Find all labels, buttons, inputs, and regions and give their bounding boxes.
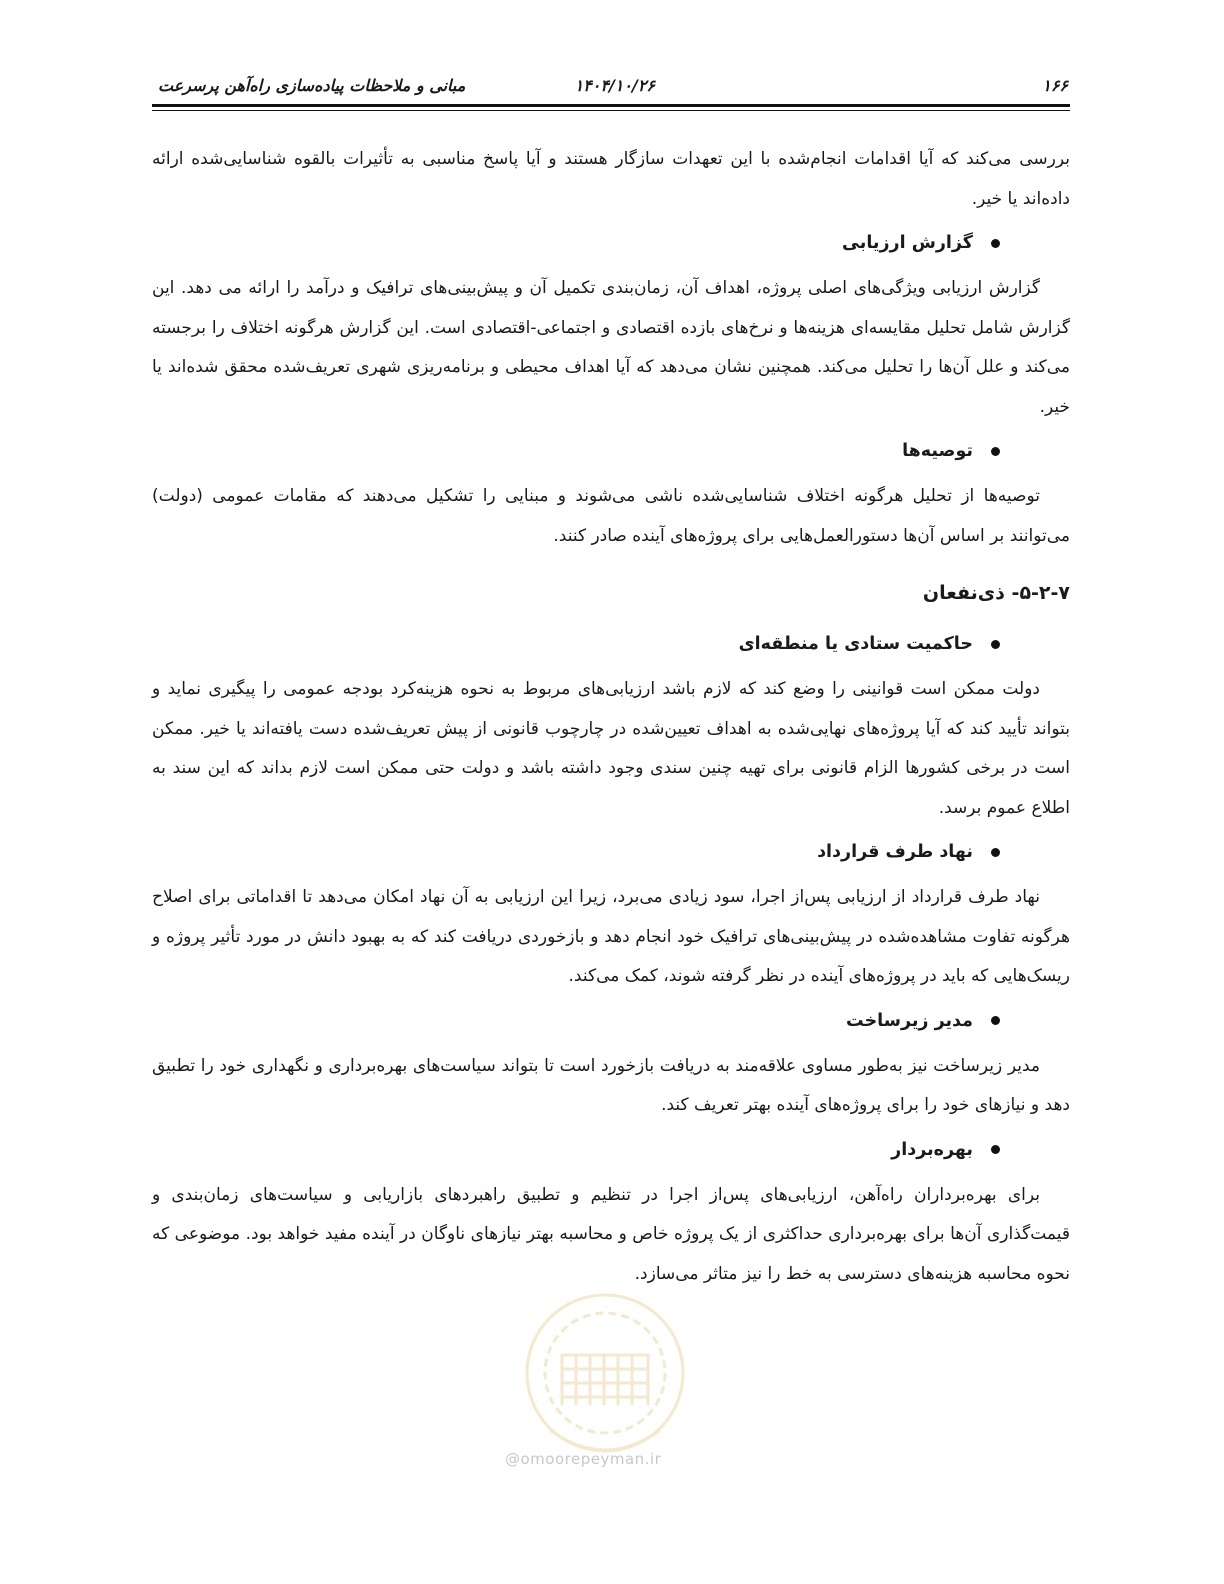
bullet-heading [152,628,1070,660]
paragraph: دولت ممکن است قوانینی را وضع کند که لازم باشد ارزیابی‌های مربوط به نحوه هزینه‌کرد بودجه عمومی را پیگیری نماید و بتواند تأیید کند که آیا پروژه‌های نهایی‌شده به اهداف تعیین‌شده در چارچوب قانونی از پیش تعریف‌شده دست یافته‌اند یا خیر. ممکن است در برخی کشورها الزام قانونی برای تهیه چنین سندی وجود داشته باشد و دولت حتی ممکن است لازم بداند که این سند به اطلاع عموم برسد. [152,679,1070,818]
bullet-icon [991,640,1000,649]
paragraph: بررسی می‌کند که آیا اقدامات انجام‌شده با این تعهدات سازگار هستند و آیا پاسخ مناسبی به تأثیرات بالقوه شناسایی‌شده ارائه داده‌اند یا خیر. [152,149,1070,209]
bullet-icon [991,239,1000,248]
bullet-icon [991,1016,1000,1025]
bullet-heading [152,227,1070,259]
bullet-heading-text: مدیر زیرساخت [846,1010,973,1031]
bullet-heading [152,435,1070,467]
bullet-heading [152,836,1070,868]
bullet-icon [991,447,1000,456]
page-number: ۱۶۶ [1042,76,1068,95]
header-rule-thick [152,104,1070,107]
paragraph: گزارش ارزیابی ویژگی‌های اصلی پروژه، اهداف آن، زمان‌بندی تکمیل آن و پیش‌بینی‌های ترافیک و درآمد را ارائه می دهد. این گزارش شامل تحلیل مقایسه‌ای هزینه‌ها و نرخ‌های بازده اقتصادی و اجتماعی-اقتصادی است. این گزارش هرگونه اختلاف را برجسته می‌کند و علل آن‌ها را تحلیل می‌کند. همچنین نشان می‌دهد که آیا اهداف محیطی و برنامه‌ریزی شهری تعریف‌شده محقق شده‌اند یا خیر. [152,278,1070,417]
bullet-heading-text: توصیه‌ها [902,441,973,461]
paragraph: توصیه‌ها از تحلیل هرگونه اختلاف شناسایی‌شده ناشی می‌شوند و مبنایی را تشکیل می‌دهند که مقامات عمومی (دولت) می‌توانند بر اساس آن‌ها دستورالعمل‌هایی برای پروژه‌های آینده صادر کنند. [152,486,1070,546]
header-rule-thin [152,110,1070,111]
bullet-icon [991,1145,1000,1154]
bullet-heading-text: حاکمیت ستادی یا منطقه‌ای [738,634,973,654]
bullet-heading [152,1005,1070,1037]
page-body [152,140,1070,1302]
watermark-url: @omoorepeyman.ir [505,1450,662,1468]
bullet-icon [991,848,1000,857]
section-heading: ۵-۲-۷- ذی‌نفعان [922,582,1070,604]
header-date: ۱۴۰۴/۱۰/۲۶ [574,76,655,95]
paragraph: مدیر زیرساخت نیز به‌طور مساوی علاقه‌مند به دریافت بازخورد است تا بتواند سیاست‌های بهره‌برداری و نگهداری خود را تطبیق دهد و نیازهای خود را برای پروژه‌های آینده بهتر تعریف کند. [152,1055,1070,1115]
paragraph: نهاد طرف قرارداد از ارزیابی پس‌از اجرا، سود زیادی می‌برد، زیرا این ارزیابی به آن نهاد امکان می‌دهد تا اقداماتی برای اصلاح هرگونه تفاوت مشاهده‌شده در پیش‌بینی‌های ترافیک خود انجام دهد و بازخوردی دریافت کند که به بهبود دانش در مورد تأثیر پروژه و ریسک‌هایی که باید در پروژه‌های آینده در نظر گرفته شوند، کمک می‌کند. [152,887,1070,986]
paragraph: برای بهره‌برداران راه‌آهن، ارزیابی‌های پس‌از اجرا در تنظیم و تطبیق راهبردهای بازاریابی و سیاست‌های زمان‌بندی و قیمت‌گذاری آن‌ها برای بهره‌برداری حداکثری از یک پروژه خاص و محاسبه بهتر نیازهای ناوگان در آینده مفید خواهد بود. موضوعی که نحوه محاسبه هزینه‌های دسترسی به خط را نیز متاثر می‌سازد. [152,1184,1070,1284]
bullet-heading-text: بهره‌بردار [891,1139,973,1160]
page-header [152,62,1070,106]
book-title: مبانی و ملاحظات پیاده‌سازی راه‌آهن پرسرعت [158,76,466,95]
bullet-heading-text: گزارش ارزیابی [842,233,973,253]
bullet-heading-text: نهاد طرف قرارداد [817,842,973,862]
bullet-heading [152,1134,1070,1166]
